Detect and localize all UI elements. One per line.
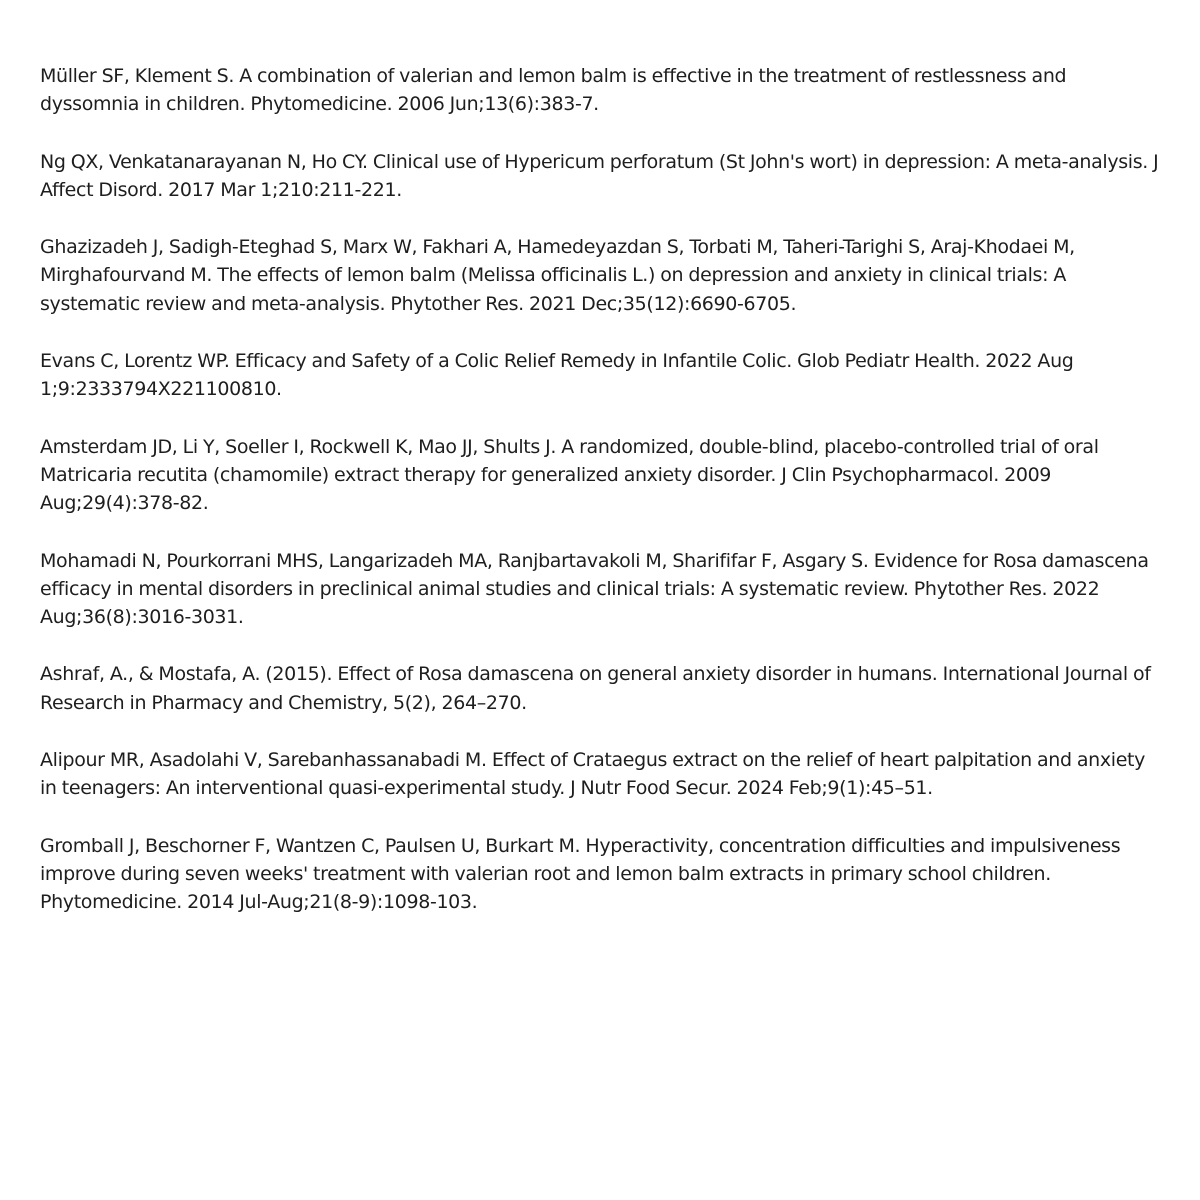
reference-item: Alipour MR, Asadolahi V, Sarebanhassanabadi M. Effect of Crataegus extract on the relief of heart palpitation and anxiety in teenagers: An interventional quasi-experimental study. J Nutr Food Secur. 2024 Feb;9(1):45–51. [40, 749, 1146, 800]
reference-item: Amsterdam JD, Li Y, Soeller I, Rockwell K, Mao JJ, Shults J. A randomized, double-blind, placebo-controlled trial of oral Matricaria recutita (chamomile) extract therapy for generalized anxiety disorder. J Clin Psychopharmacol. 2009 Aug;29(4):378-82. [40, 435, 1099, 515]
reference-item: Evans C, Lorentz WP. Efficacy and Safety of a Colic Relief Remedy in Infantile Colic. Glob Pediatr Health. 2022 Aug 1;9:2333794X221100810. [40, 350, 1074, 401]
reference-list [40, 62, 1160, 917]
reference-item: Mohamadi N, Pourkorrani MHS, Langarizadeh MA, Ranjbartavakoli M, Sharififar F, Asgary S. Evidence for Rosa damascena efficacy in mental disorders in preclinical animal studies and clinical trials: A systematic review. Phytother Res. 2022 Aug;36(8):3016-3031. [40, 549, 1149, 629]
reference-item: Gromball J, Beschorner F, Wantzen C, Paulsen U, Burkart M. Hyperactivity, concentration difficulties and impulsiveness improve during seven weeks' treatment with valerian root and lemon balm extracts in primary school children. Phytomedicine. 2014 Jul-Aug;21(8-9):1098-103. [40, 834, 1121, 914]
reference-item: Ng QX, Venkatanarayanan N, Ho CY. Clinical use of Hypericum perforatum (St John's wort) in depression: A meta-analysis. J Affect Disord. 2017 Mar 1;210:211-221. [40, 150, 1159, 201]
reference-item: Ghazizadeh J, Sadigh-Eteghad S, Marx W, Fakhari A, Hamedeyazdan S, Torbati M, Taheri-Tarighi S, Araj-Khodaei M, Mirghafourvand M. The effects of lemon balm (Melissa officinalis L.) on depression and anxiety in clinical trials: A systematic review and meta-analysis. Phytother Res. 2021 Dec;35(12):6690-6705. [40, 236, 1075, 315]
reference-item: Ashraf, A., & Mostafa, A. (2015). Effect of Rosa damascena on general anxiety disorder in humans. International Journal of Research in Pharmacy and Chemistry, 5(2), 264–270. [40, 663, 1151, 714]
reference-item: Müller SF, Klement S. A combination of valerian and lemon balm is effective in the treatment of restlessness and dyssomnia in children. Phytomedicine. 2006 Jun;13(6):383-7. [40, 65, 1067, 116]
